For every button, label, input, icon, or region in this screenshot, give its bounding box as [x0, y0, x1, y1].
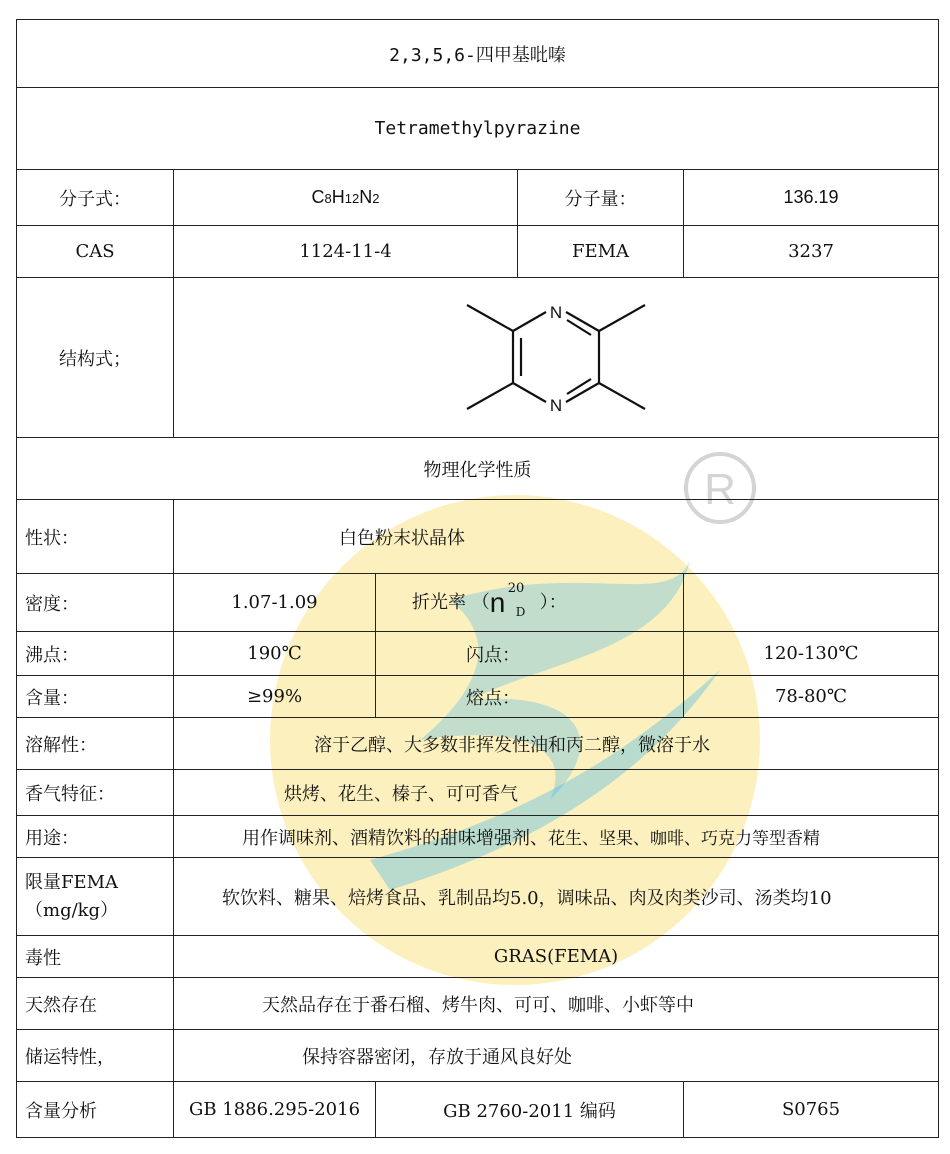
limit-label: 限量FEMA （mg/kg） — [17, 858, 174, 936]
melting-label: 熔点： — [376, 676, 684, 718]
structure-row — [17, 278, 939, 438]
formula-label: 分子式： — [17, 170, 174, 226]
use-row — [17, 816, 939, 858]
density-row — [17, 574, 939, 632]
mw-value: 136.19 — [684, 170, 939, 226]
solubility-value: 溶于乙醇、大多数非挥发性油和丙二醇，微溶于水 — [174, 718, 939, 770]
storage-value: 保持容器密闭，存放于通风良好处 — [174, 1030, 939, 1082]
appearance-row — [17, 500, 939, 574]
spec-table — [16, 19, 939, 1138]
odor-label: 香气特征： — [17, 770, 174, 816]
use-label: 用途： — [17, 816, 174, 858]
content-row — [17, 676, 939, 718]
section-title: 物理化学性质 — [17, 438, 939, 500]
toxicity-label: 毒性 — [17, 936, 174, 978]
content-value: ≥99% — [174, 676, 376, 718]
product-name-en: Tetramethylpyrazine — [17, 88, 939, 170]
boiling-label: 沸点： — [17, 632, 174, 676]
flash-label: 闪点： — [376, 632, 684, 676]
refractive-label: 折光率 （ n 20 D ）： — [376, 574, 684, 632]
storage-label: 储运特性， — [17, 1030, 174, 1082]
use-value: 用作调味剂、酒精饮料的甜味增强剂、花生、坚果、咖啡、巧克力等型香精 — [174, 816, 939, 858]
flash-value: 120-130℃ — [684, 632, 939, 676]
molecular-formula: C8H12N2 — [174, 170, 518, 226]
analysis-label: 含量分析 — [17, 1082, 174, 1138]
solubility-row — [17, 718, 939, 770]
structure-label: 结构式； — [17, 278, 174, 438]
melting-value: 78-80℃ — [684, 676, 939, 718]
storage-row — [17, 1030, 939, 1082]
analysis-row — [17, 1082, 939, 1138]
refractive-value — [684, 574, 939, 632]
cas-row — [17, 226, 939, 278]
analysis-standard-2: GB 2760-2011 编码 — [376, 1082, 684, 1138]
density-label: 密度： — [17, 574, 174, 632]
nitrogen-top: N — [549, 302, 563, 322]
boiling-value: 190℃ — [174, 632, 376, 676]
cas-value: 1124-11-4 — [174, 226, 518, 278]
structure-cell — [174, 278, 939, 438]
analysis-code: S0765 — [684, 1082, 939, 1138]
title-row — [17, 20, 939, 88]
boiling-row — [17, 632, 939, 676]
toxicity-row — [17, 936, 939, 978]
fema-label: FEMA — [518, 226, 684, 278]
odor-value: 烘烤、花生、榛子、可可香气 — [174, 770, 939, 816]
cas-label: CAS — [17, 226, 174, 278]
refractive-symbol: n 20 D — [489, 580, 526, 619]
fema-value: 3237 — [684, 226, 939, 278]
english-name-row — [17, 88, 939, 170]
section-row — [17, 438, 939, 500]
density-value: 1.07-1.09 — [174, 574, 376, 632]
natural-value: 天然品存在于番石榴、烤牛肉、可可、咖啡、小虾等中 — [174, 978, 939, 1030]
content-label: 含量： — [17, 676, 174, 718]
solubility-label: 溶解性： — [17, 718, 174, 770]
toxicity-value: GRAS(FEMA) — [174, 936, 939, 978]
limit-row — [17, 858, 939, 936]
formula-row — [17, 170, 939, 226]
mw-label: 分子量： — [518, 170, 684, 226]
product-name-cn: 2,3,5,6-四甲基吡嗪 — [17, 20, 939, 88]
limit-value: 软饮料、糖果、焙烤食品、乳制品均5.0，调味品、肉及肉类沙司、汤类均10 — [174, 858, 939, 936]
nitrogen-bottom: N — [549, 395, 563, 415]
odor-row — [17, 770, 939, 816]
registered-mark: R — [704, 465, 736, 514]
appearance-label: 性状： — [17, 500, 174, 574]
natural-label: 天然存在 — [17, 978, 174, 1030]
pyrazine-structure — [451, 283, 661, 433]
appearance-value: 白色粉末状晶体 — [174, 500, 939, 574]
natural-row — [17, 978, 939, 1030]
analysis-standard-1: GB 1886.295-2016 — [174, 1082, 376, 1138]
